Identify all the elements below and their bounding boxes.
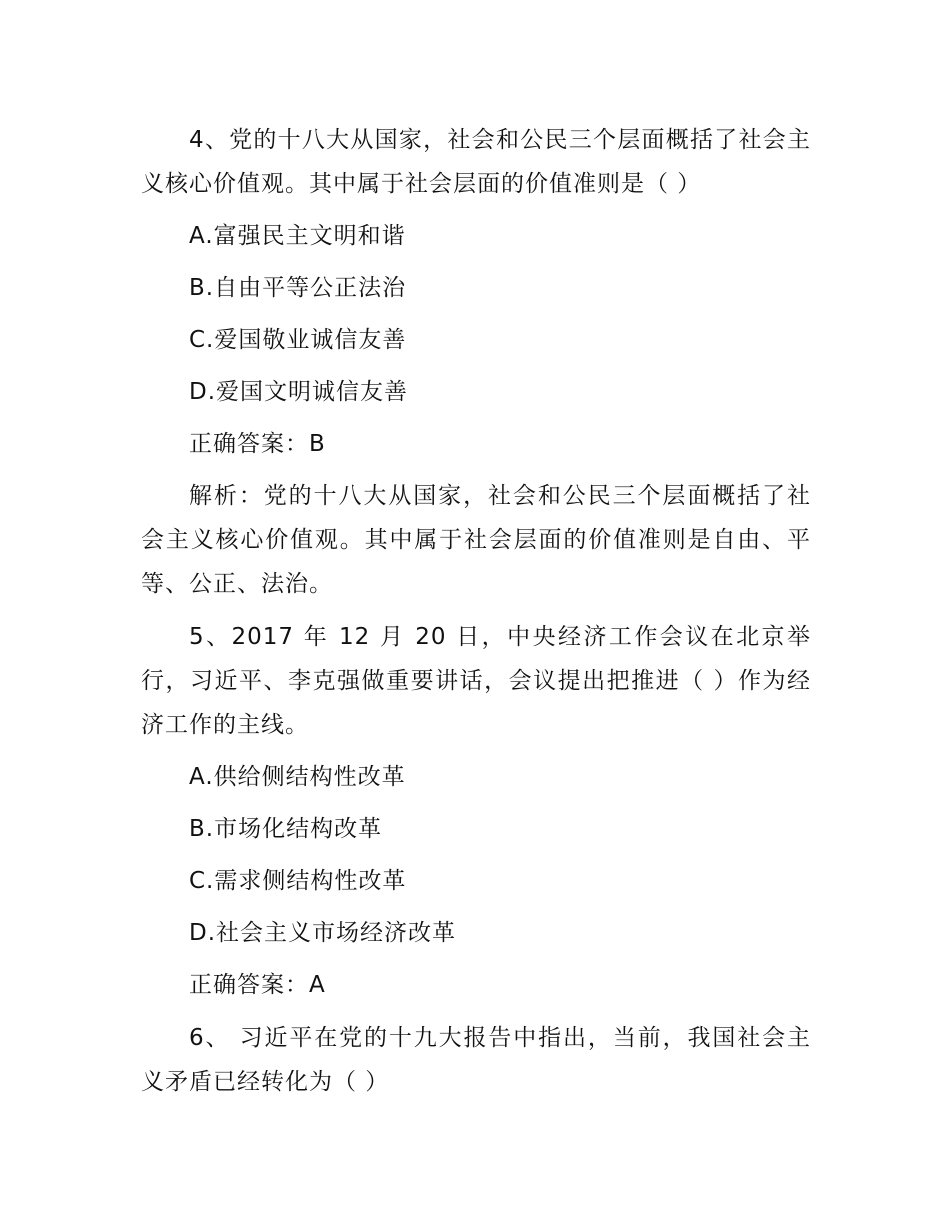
question-4-answer: 正确答案：B — [189, 431, 326, 457]
question-4-option-c: C.爱国敬业诚信友善 — [189, 327, 407, 353]
question-5-answer: 正确答案：A — [189, 972, 326, 998]
question-6-stem: 6、 习近平在党的十九大报告中指出，当前，我国社会主义矛盾已经转化为（ ） — [141, 1025, 811, 1095]
question-5-option-b: B.市场化结构改革 — [189, 816, 383, 842]
question-4-analysis: 解析：党的十八大从国家，社会和公民三个层面概括了社会主义核心价值观。其中属于社会层面的价值准则是自由、平等、公正、法治。 — [141, 483, 811, 597]
question-4-option-a: A.富强民主文明和谐 — [189, 223, 406, 249]
question-4-option-b: B.自由平等公正法治 — [189, 275, 407, 301]
question-5-option-a: A.供给侧结构性改革 — [189, 764, 406, 790]
document-body — [141, 118, 811, 1104]
question-5-option-d: D.社会主义市场经济改革 — [189, 920, 457, 946]
question-4-stem: 4、党的十八大从国家，社会和公民三个层面概括了社会主义核心价值观。其中属于社会层面的价值准则是（ ） — [141, 127, 811, 197]
question-5-option-c: C.需求侧结构性改革 — [189, 868, 407, 894]
question-4-option-d: D.爱国文明诚信友善 — [189, 379, 409, 405]
question-5-stem: 5、2017 年 12 月 20 日，中央经济工作会议在北京举行，习近平、李克强做重要讲话，会议提出把推进（ ）作为经济工作的主线。 — [141, 624, 811, 738]
